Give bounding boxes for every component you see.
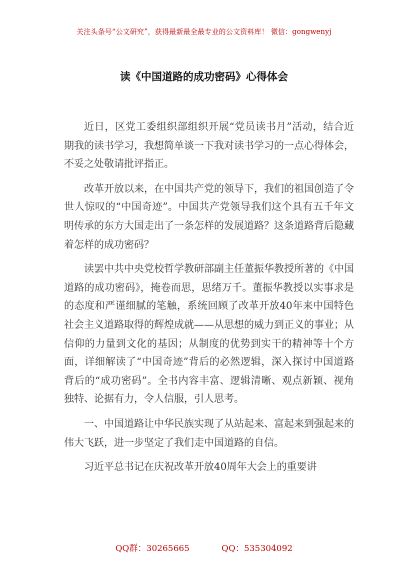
document-title: 读《中国道路的成功密码》心得体会	[120, 71, 288, 83]
paragraph-book-review: 读罢中共中央党校哲学教研部副主任董振华教授所著的《中国道路的成功密码》，掩卷而思，思绪万千。董振华教授以实事求是的态度和严谨细腻的笔触，系统回顾了改革开放40年来中国特色社会主义道路取得的辉煌成就——从思想的威力到正义的事业；从信仰的力量到文化的基因；从制度的优势到实干的精神等十个方面，详细解读了“中国奇迹”背后的必然逻辑，深入探讨中国道路背后的“成功密码”。全书内容丰富、逻辑清晰、观点新颖、视角独特、论据有力，令人信服，引人思考。	[64, 264, 354, 406]
document-body	[64, 119, 354, 478]
header-banner: 关注头条号“公文研究”，获得最新最全最专业的公文资料库！ 微信：gongwenyj	[76, 28, 332, 36]
paragraph-intro: 近日，区党工委组织部组织开展“党员读书月”活动，结合近期我的读书学习，我想简单谈一下我对读书学习的一点心得体会，不妥之处敬请批评指正。	[64, 122, 354, 171]
paragraph-continuation: 习近平总书记在庆祝改革开放40周年大会上的重要讲	[84, 462, 317, 474]
qq-group-number: QQ群：30265665	[115, 544, 190, 554]
paragraph-section-one: 一、中国道路让中华民族实现了从站起来、富起来到强起来的伟大飞跃，进一步坚定了我们走中国道路的自信。	[64, 418, 354, 449]
paragraph-reform: 改革开放以来，在中国共产党的领导下，我们的祖国创造了令世人惊叹的“中国奇迹”。中国共产党领导我们这个具有五千年文明传承的东方大国走出了一条怎样的发展道路？这条道路背后隐藏着怎样的成功密码？	[64, 183, 354, 251]
qq-number: QQ：535304092	[221, 544, 293, 554]
footer-contact	[0, 542, 408, 554]
